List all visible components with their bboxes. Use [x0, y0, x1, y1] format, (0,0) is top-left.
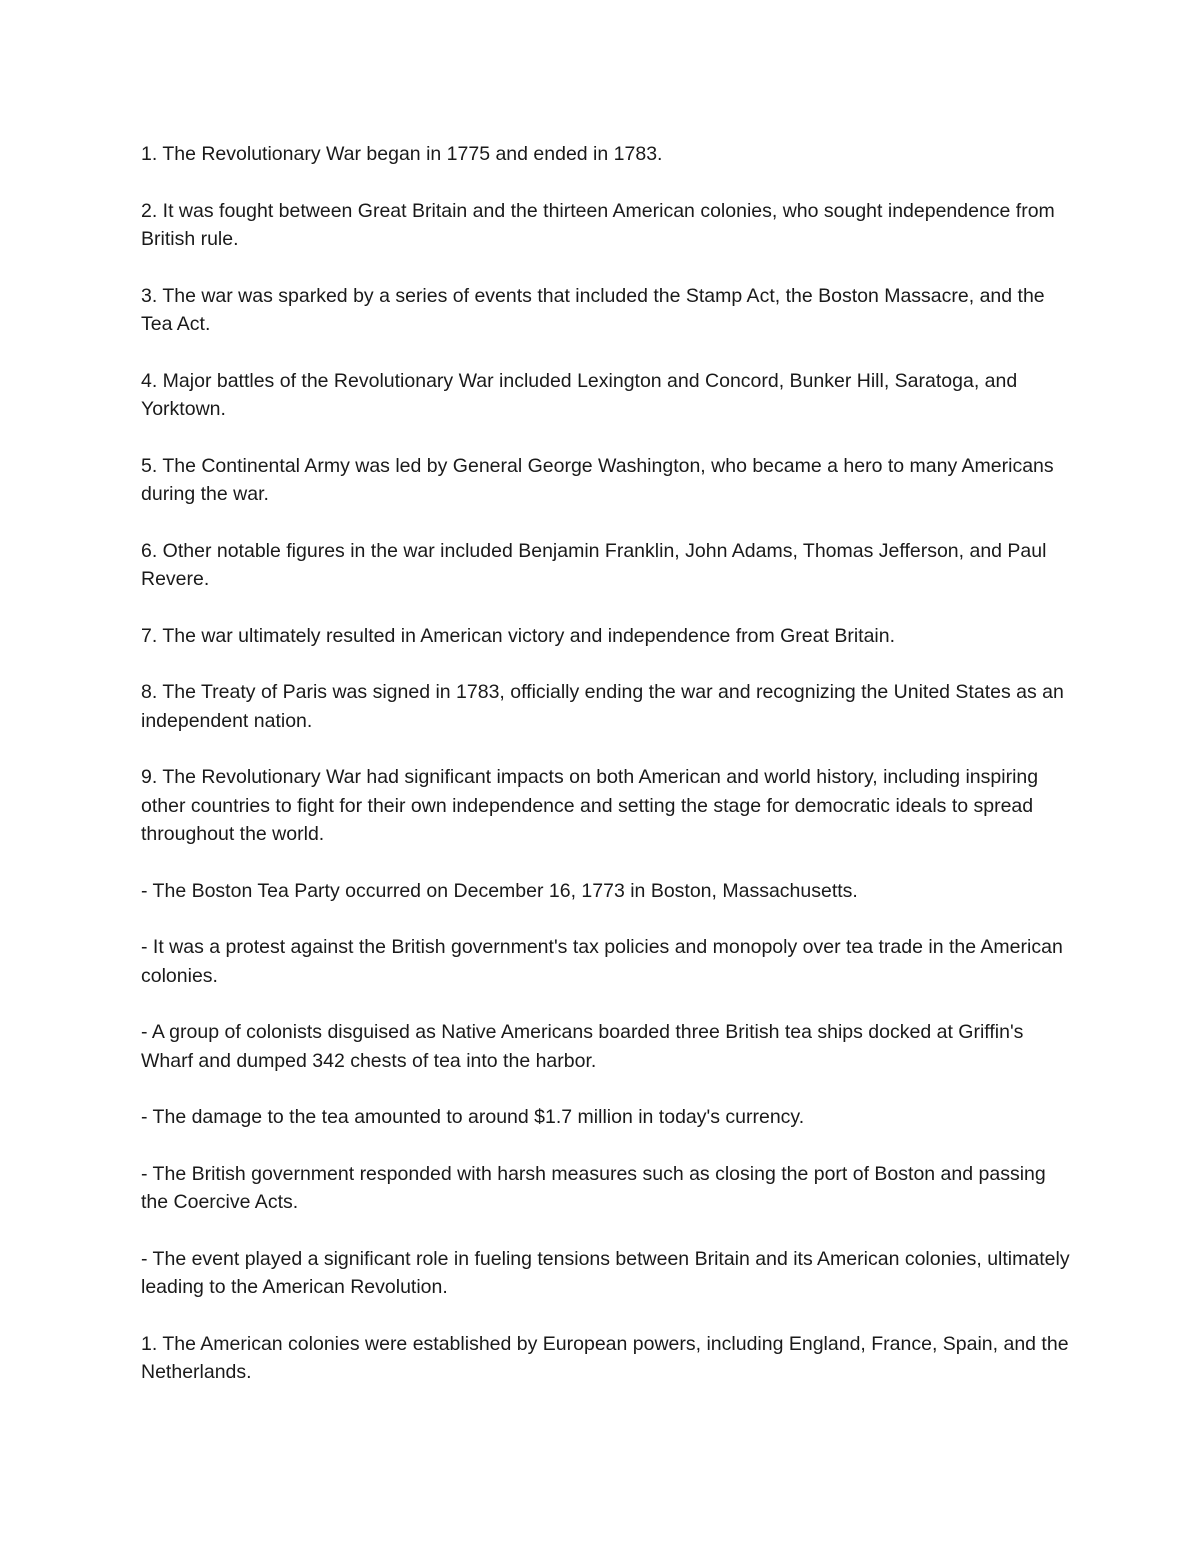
paragraph: 9. The Revolutionary War had significant impacts on both American and world history, including inspiring other countries to fight for their own independence and setting the stage for democratic ideals to spread throughout the world.	[141, 766, 1039, 845]
bullet-paragraph: - The British government responded with harsh measures such as closing the port of Boston and passing the Coercive Acts.	[141, 1162, 1046, 1213]
document-body	[141, 140, 1071, 1415]
paragraph: 3. The war was sparked by a series of events that included the Stamp Act, the Boston Massacre, and the Tea Act.	[141, 284, 1045, 335]
paragraph: 2. It was fought between Great Britain and the thirteen American colonies, who sought independence from British rule.	[141, 199, 1055, 250]
paragraph: 5. The Continental Army was led by General George Washington, who became a hero to many Americans during the war.	[141, 454, 1054, 505]
bullet-paragraph: - The event played a significant role in fueling tensions between Britain and its American colonies, ultimately leading to the American Revolution.	[141, 1247, 1070, 1298]
bullet-paragraph: - The damage to the tea amounted to around $1.7 million in today's currency.	[141, 1106, 805, 1128]
paragraph: 1. The Revolutionary War began in 1775 and ended in 1783.	[141, 143, 663, 165]
paragraph: 6. Other notable figures in the war included Benjamin Franklin, John Adams, Thomas Jefferson, and Paul Revere.	[141, 539, 1047, 590]
paragraph: 8. The Treaty of Paris was signed in 1783, officially ending the war and recognizing the United States as an independent nation.	[141, 681, 1064, 732]
paragraph: 4. Major battles of the Revolutionary War included Lexington and Concord, Bunker Hill, Saratoga, and Yorktown.	[141, 369, 1018, 420]
paragraph: 7. The war ultimately resulted in American victory and independence from Great Britain.	[141, 624, 896, 647]
bullet-paragraph: - The Boston Tea Party occurred on December 16, 1773 in Boston, Massachusetts.	[141, 879, 858, 902]
bullet-paragraph: - It was a protest against the British government's tax policies and monopoly over tea trade in the American colonies.	[141, 936, 1063, 987]
paragraph: 1. The American colonies were established by European powers, including England, France, Spain, and the Netherlands.	[141, 1332, 1069, 1383]
bullet-paragraph: - A group of colonists disguised as Native Americans boarded three British tea ships docked at Griffin's Wharf and dumped 342 chests of tea into the harbor.	[141, 1021, 1024, 1072]
